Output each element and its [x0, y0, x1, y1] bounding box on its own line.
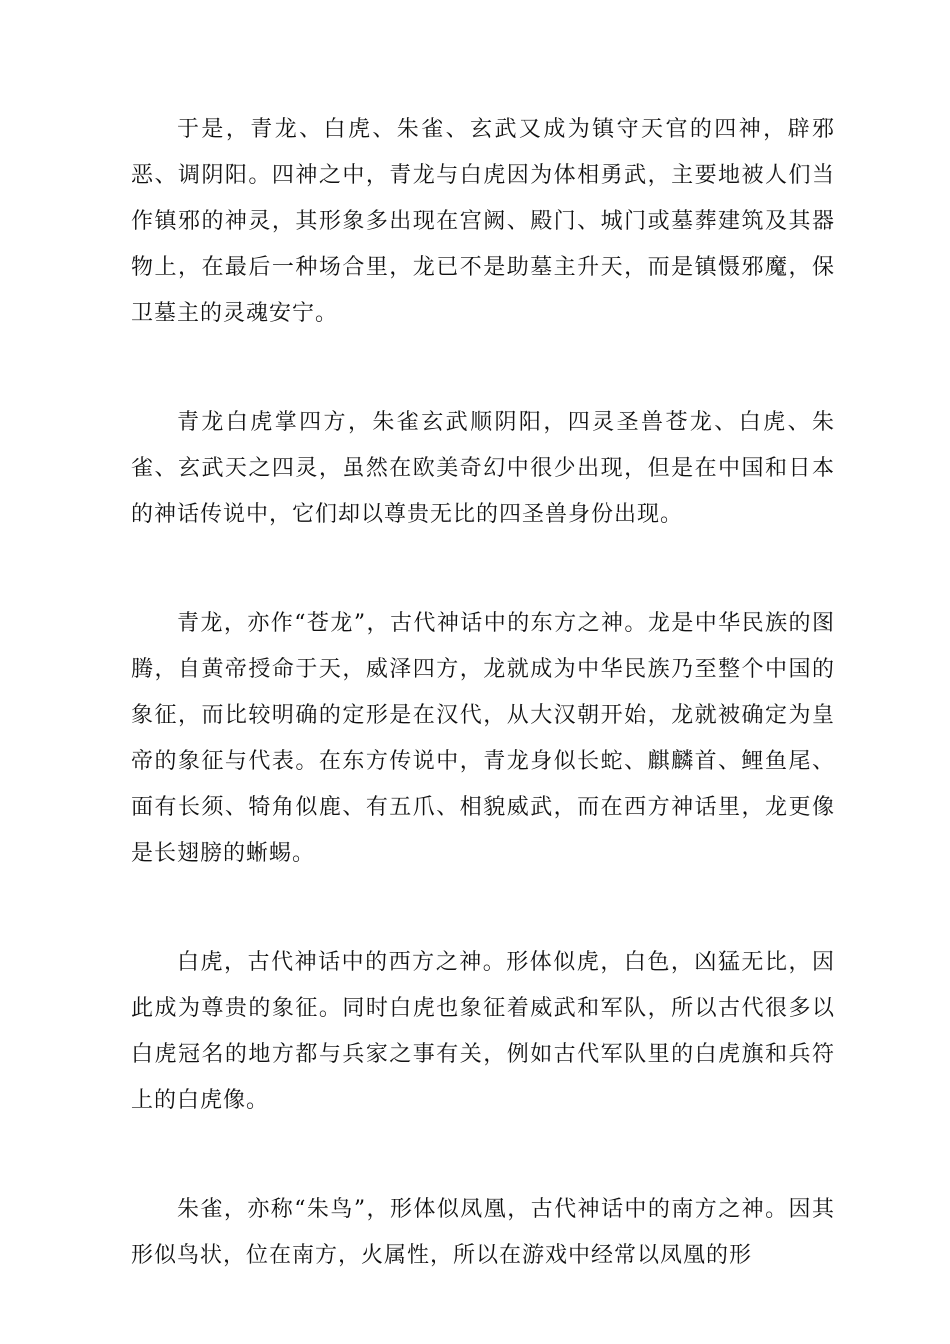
paragraph-white-tiger: 白虎，古代神话中的西方之神。形体似虎，白色，凶猛无比，因此成为尊贵的象征。同时白虎也象征着威武和军队，所以古代很多以白虎冠名的地方都与兵家之事有关，例如古代军队里的白虎旗和兵符上的白虎像。	[131, 950, 835, 1113]
document-body	[131, 107, 835, 1279]
paragraph-azure-dragon: 青龙，亦作“苍龙”，古代神话中的东方之神。龙是中华民族的图腾，自黄帝授命于天，威泽四方，龙就成为中华民族乃至整个中国的象征，而比较明确的定形是在汉代，从大汉朝开始，龙就被确定为皇帝的象征与代表。在东方传说中，青龙身似长蛇、麒麟首、鲤鱼尾、面有长须、犄角似鹿、有五爪、相貌威武，而在西方神话里，龙更像是长翅膀的蜥蜴。	[131, 611, 835, 866]
paragraph-four-gods: 于是，青龙、白虎、朱雀、玄武又成为镇守天官的四神，辟邪恶、调阴阳。四神之中，青龙与白虎因为体相勇武，主要地被人们当作镇邪的神灵，其形象多出现在宫阙、殿门、城门或墓葬建筑及其器物上，在最后一种场合里，龙已不是助墓主升天，而是镇慑邪魔，保卫墓主的灵魂安宁。	[131, 117, 835, 326]
paragraph-vermilion-bird: 朱雀，亦称“朱鸟”，形体似凤凰，古代神话中的南方之神。因其形似鸟状，位在南方，火属性，所以在游戏中经常以凤凰的形	[131, 1197, 835, 1268]
paragraph-four-spirits: 青龙白虎掌四方，朱雀玄武顺阴阳，四灵圣兽苍龙、白虎、朱雀、玄武天之四灵，虽然在欧美奇幻中很少出现，但是在中国和日本的神话传说中，它们却以尊贵无比的四圣兽身份出现。	[131, 410, 835, 527]
